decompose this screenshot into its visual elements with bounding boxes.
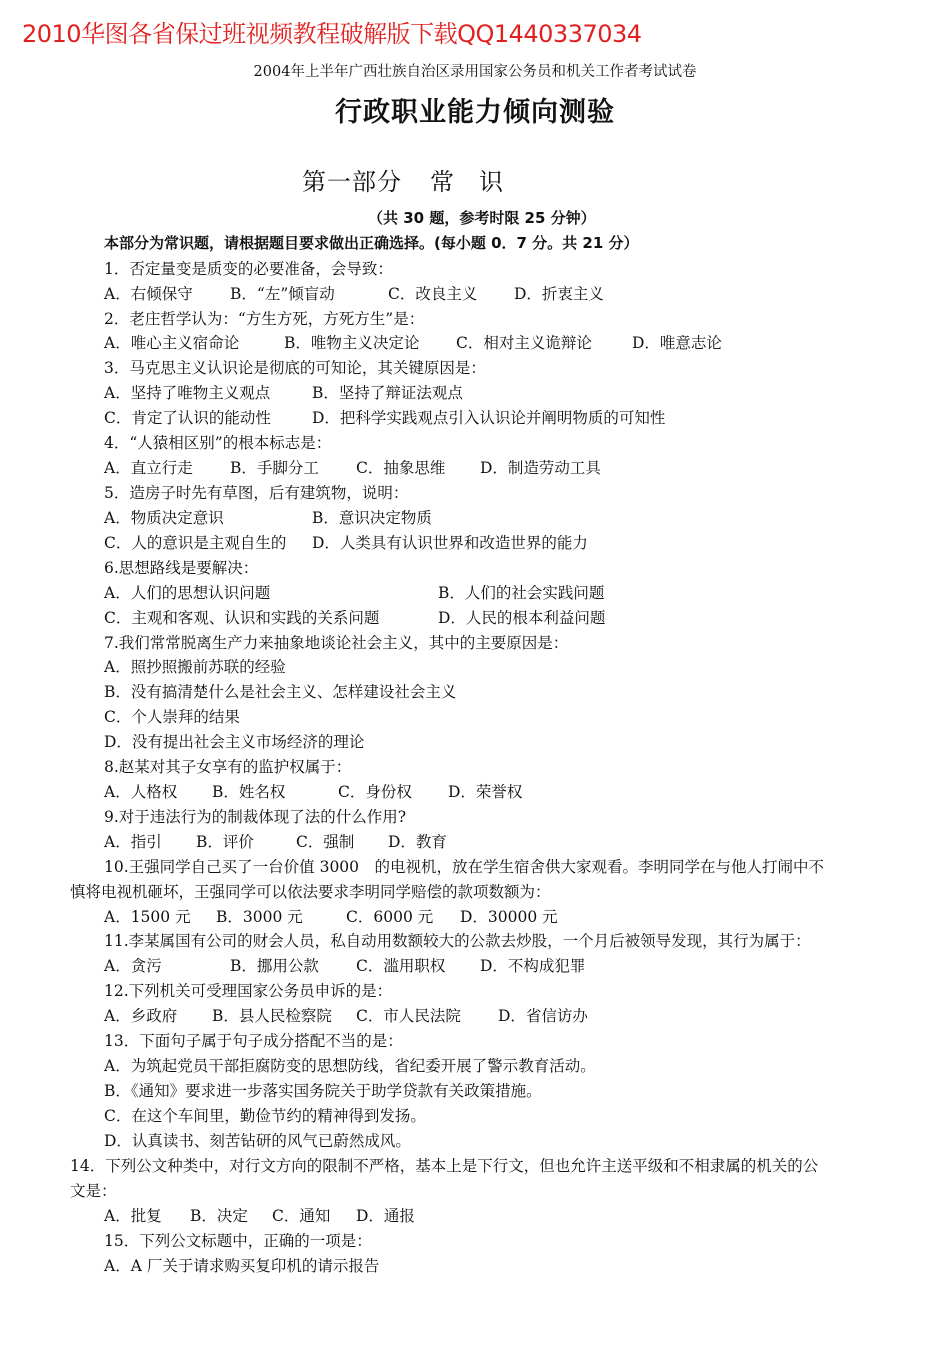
question-15-option-a: A．A 厂关于请求购买复印机的请示报告 xyxy=(104,1257,380,1275)
question-3: 3．马克思主义认识论是彻底的可知论，其关键原因是： xyxy=(104,359,486,377)
question-3-options-row2 xyxy=(104,406,864,431)
option-d: D．人民的根本利益问题 xyxy=(438,609,606,627)
option-a: A．人格权 xyxy=(104,783,178,801)
question-12-options xyxy=(104,1004,864,1029)
option-a: A．右倾保守 xyxy=(104,285,193,303)
question-10-line-2: 慎将电视机砸坏，王强同学可以依法要求李明同学赔偿的款项数额为： xyxy=(70,883,551,901)
option-c: C．身份权 xyxy=(338,783,412,801)
question-11: 11.李某属国有公司的财会人员，私自动用数额较大的公款去炒股，一个月后被领导发现，其行为属于： xyxy=(104,932,811,950)
question-10-options xyxy=(104,905,864,930)
option-a: A．坚持了唯物主义观点 xyxy=(104,384,271,402)
question-7-option-c: C．个人崇拜的结果 xyxy=(104,708,240,726)
question-1-options xyxy=(104,282,864,307)
question-4-options xyxy=(104,456,864,481)
question-7-option-a: A．照抄照搬前苏联的经验 xyxy=(104,658,286,676)
part-word-1: 常 xyxy=(430,168,455,196)
question-15: 15．下列公文标题中，正确的一项是： xyxy=(104,1232,372,1250)
question-7-option-d: D．没有提出社会主义市场经济的理论 xyxy=(104,733,365,751)
question-13-option-c: C．在这个车间里，勤俭节约的精神得到发扬。 xyxy=(104,1107,426,1125)
option-d: D．把科学实践观点引入认识论并阐明物质的可知性 xyxy=(312,409,666,427)
option-b: B．评价 xyxy=(196,833,254,851)
option-b: B．姓名权 xyxy=(212,783,286,801)
option-d: D．折衷主义 xyxy=(514,285,604,303)
question-5: 5．造房子时先有草图，后有建筑物，说明： xyxy=(104,484,409,502)
option-a: A．直立行走 xyxy=(104,459,193,477)
question-14-line-1: 14．下列公文种类中，对行文方向的限制不严格，基本上是下行文，但也允许主送平级和不相隶属的机关的公 xyxy=(70,1157,819,1175)
question-1: 1．否定量变是质变的必要准备，会导致： xyxy=(104,260,393,278)
option-b: B．“左”倾盲动 xyxy=(230,285,335,303)
option-a: A．物质决定意识 xyxy=(104,509,224,527)
question-6: 6.思想路线是要解决： xyxy=(104,559,259,577)
option-d: D．30000 元 xyxy=(460,908,558,926)
part-word-2: 识 xyxy=(479,168,504,196)
exam-subtitle: 2004年上半年广西壮族自治区录用国家公务员和机关工作者考试试卷 xyxy=(253,64,697,80)
section-instructions: 本部分为常识题，请根据题目要求做出正确选择。(每小题 0．7 分。共 21 分） xyxy=(104,234,639,252)
option-d: D．省信访办 xyxy=(498,1007,588,1025)
option-a: A．贪污 xyxy=(104,957,162,975)
option-c: C．抽象思维 xyxy=(356,459,446,477)
option-a: A．批复 xyxy=(104,1207,162,1225)
question-9-options xyxy=(104,830,864,855)
option-a: A．指引 xyxy=(104,833,162,851)
question-2: 2．老庄哲学认为：“方生方死，方死方生”是： xyxy=(104,310,425,328)
question-6-options-row1 xyxy=(104,581,864,606)
option-c: C．人的意识是主观自生的 xyxy=(104,534,287,552)
watermark-banner: 2010华图各省保过班视频教程破解版下载QQ1440337034 xyxy=(22,20,642,48)
option-c: C．强制 xyxy=(296,833,355,851)
option-a: A．1500 元 xyxy=(104,908,191,926)
question-2-options xyxy=(104,331,864,356)
option-b: B．决定 xyxy=(190,1207,248,1225)
option-d: D．唯意志论 xyxy=(632,334,722,352)
question-10-line-1: 10.王强同学自己买了一台价值 3000 的电视机，放在学生宿舍供大家观看。李明同学在与他人打闹中不 xyxy=(104,858,825,876)
question-5-options-row1 xyxy=(104,506,864,531)
option-d: D．荣誉权 xyxy=(448,783,523,801)
option-c: C．相对主义诡辩论 xyxy=(456,334,592,352)
option-a: A．人们的思想认识问题 xyxy=(104,584,271,602)
option-d: D．教育 xyxy=(388,833,447,851)
question-13: 13．下面句子属于句子成分搭配不当的是： xyxy=(104,1032,403,1050)
option-b: B．坚持了辩证法观点 xyxy=(312,384,463,402)
question-14-options xyxy=(104,1204,864,1229)
option-a: A．唯心主义宿命论 xyxy=(104,334,240,352)
question-14-line-2: 文是： xyxy=(70,1182,117,1200)
question-8-options xyxy=(104,780,864,805)
option-c: C．市人民法院 xyxy=(356,1007,461,1025)
question-13-option-b: B．《通知》要求进一步落实国务院关于助学贷款有关政策措施。 xyxy=(104,1082,542,1100)
option-c: C．改良主义 xyxy=(388,285,478,303)
question-13-option-a: A．为筑起党员干部拒腐防变的思想防线，省纪委开展了警示教育活动。 xyxy=(104,1057,596,1075)
option-d: D．人类具有认识世界和改造世界的能力 xyxy=(312,534,588,552)
question-12: 12.下列机关可受理国家公务员申诉的是： xyxy=(104,982,393,1000)
question-6-options-row2 xyxy=(104,606,864,631)
count-note: （共 30 题，参考时限 25 分钟） xyxy=(368,209,596,227)
question-7: 7.我们常常脱离生产力来抽象地谈论社会主义，其中的主要原因是： xyxy=(104,634,569,652)
option-d: D．不构成犯罪 xyxy=(480,957,586,975)
option-b: B．挪用公款 xyxy=(230,957,319,975)
option-b: B．唯物主义决定论 xyxy=(284,334,420,352)
question-13-option-d: D．认真读书、刻苦钻研的风气已蔚然成风。 xyxy=(104,1132,411,1150)
part-number: 第一部分 xyxy=(302,168,402,196)
option-c: C．6000 元 xyxy=(346,908,434,926)
option-b: B．手脚分工 xyxy=(230,459,319,477)
option-b: B．县人民检察院 xyxy=(212,1007,332,1025)
question-7-option-b: B．没有搞清楚什么是社会主义、怎样建设社会主义 xyxy=(104,683,457,701)
option-c: C．肯定了认识的能动性 xyxy=(104,409,271,427)
option-b: B．人们的社会实践问题 xyxy=(438,584,605,602)
question-8: 8.赵某对其子女享有的监护权属于： xyxy=(104,758,352,776)
option-a: A．乡政府 xyxy=(104,1007,178,1025)
option-c: C．主观和客观、认识和实践的关系问题 xyxy=(104,609,380,627)
part-heading xyxy=(302,162,504,197)
option-c: C．滥用职权 xyxy=(356,957,446,975)
option-b: B．3000 元 xyxy=(216,908,303,926)
option-d: D．通报 xyxy=(356,1207,415,1225)
option-b: B．意识决定物质 xyxy=(312,509,432,527)
question-3-options-row1 xyxy=(104,381,864,406)
option-d: D．制造劳动工具 xyxy=(480,459,601,477)
exam-title: 行政职业能力倾向测验 xyxy=(335,97,615,128)
question-4: 4．“人猿相区别”的根本标志是： xyxy=(104,434,332,452)
option-c: C．通知 xyxy=(272,1207,331,1225)
question-11-options xyxy=(104,954,864,979)
question-9: 9.对于违法行为的制裁体现了法的什么作用? xyxy=(104,808,407,826)
question-5-options-row2 xyxy=(104,531,864,556)
